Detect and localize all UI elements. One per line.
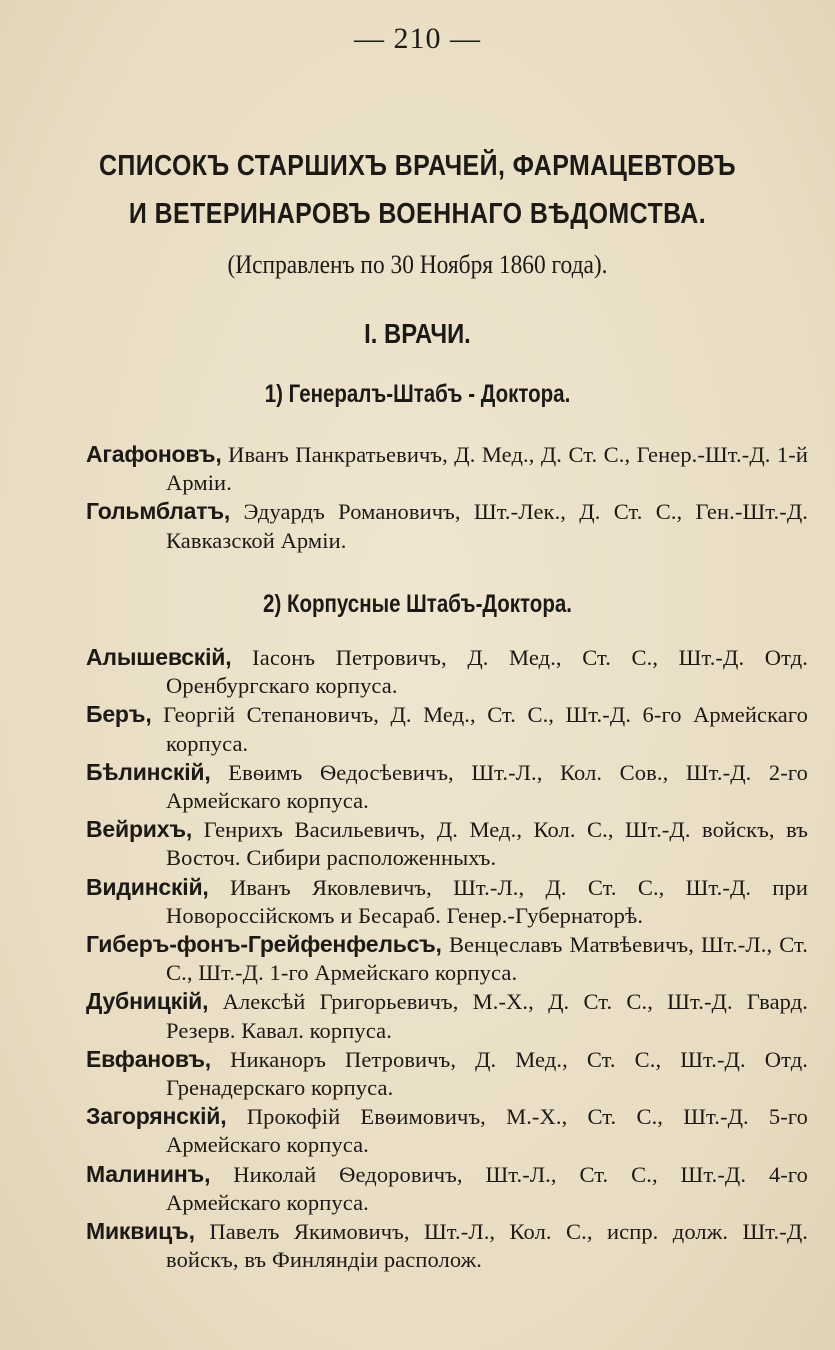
entry-details: Никаноръ Петровичъ, Д. Мед., Ст. С., Шт.-Д. Отд. Гренадерскаго корпуса. [166, 1046, 808, 1101]
entry-details: Эдуардъ Романовичъ, Шт.-Лек., Д. Ст. С., Ген.-Шт.-Д. Кавказской Арміи. [166, 499, 808, 553]
entry-details: Венцеславъ Матвѣевичъ, Шт.-Л., Ст. С., Шт.-Д. 1-го Армейскаго корпуса. [166, 932, 808, 986]
entry-surname: Евфановъ, [86, 1045, 211, 1072]
section-heading: I. ВРАЧИ. [364, 318, 471, 349]
list-item [86, 643, 808, 700]
list-item [86, 700, 808, 757]
entry-details: Прокофій Евѳимовичъ, М.-Х., Ст. С., Шт.-Д. 5-го Армейскаго корпуса. [166, 1104, 808, 1158]
page-title [58, 142, 776, 238]
entry-details: Іасонъ Петровичъ, Д. Мед., Ст. С., Шт.-Д. Отд. Оренбургскаго корпуса. [166, 645, 809, 699]
list-item [86, 1102, 808, 1159]
list-item [86, 930, 808, 987]
entry-surname: Вейрихъ, [86, 816, 193, 843]
entry-details: Генрихъ Васильевичъ, Д. Мед., Кол. С., Шт.-Д. войскъ, въ Восточ. Сибири расположенныхъ. [166, 817, 808, 871]
subtitle-date: (Исправленъ по 30 Ноября 1860 года). [227, 250, 608, 279]
list-item [86, 1045, 808, 1102]
entry-surname: Видинскій, [86, 873, 209, 900]
list-item [86, 815, 808, 872]
entry-surname: Агафоновъ, [86, 441, 222, 467]
entry-surname: Гиберъ-фонъ-Грейфенфельсъ, [86, 931, 442, 958]
entry-list [86, 440, 808, 555]
list-item [86, 440, 808, 497]
entry-surname: Загорянскій, [86, 1103, 227, 1130]
entry-surname: Беръ, [86, 701, 152, 728]
title-line-2: И ВЕТЕРИНАРОВЪ ВОЕННАГО ВѢДОМСТВА. [128, 198, 707, 230]
entry-details: Евѳимъ Ѳедосѣевичъ, Шт.-Л., Кол. Сов., Шт.-Д. 2-го Армейскаго корпуса. [166, 759, 808, 814]
entry-surname: Гольмблатъ, [86, 498, 231, 525]
list-item [86, 497, 808, 554]
entry-surname: Миквицъ, [86, 1218, 195, 1245]
entry-surname: Алышевскій, [86, 644, 232, 670]
entry-surname: Бѣлинскій, [86, 758, 211, 785]
subsection-heading: 2) Корпусные Штабъ-Доктора. [263, 590, 572, 618]
entry-details: Иванъ Панкратьевичъ, Д. Мед., Д. Ст. С., Генер.-Шт.-Д. 1-й Арміи. [166, 442, 809, 496]
list-item [86, 987, 808, 1044]
list-item [86, 1217, 808, 1274]
entry-details: Николай Ѳедоровичъ, Шт.-Л., Ст. С., Шт.-Д. 4-го Армейскаго корпуса. [166, 1161, 809, 1215]
entry-details: Алексѣй Григорьевичъ, М.-Х., Д. Ст. С., Шт.-Д. Гвард. Резерв. Кавал. корпуса. [166, 989, 809, 1043]
list-item [86, 758, 808, 815]
entry-details: Иванъ Яковлевичъ, Шт.-Л., Д. Ст. С., Шт.-Д. при Новороссійскомъ и Бесараб. Генер.-Губернаторѣ. [166, 874, 809, 928]
entry-details: Павелъ Якимовичъ, Шт.-Л., Кол. С., испр. долж. Шт.-Д. войскъ, въ Финляндіи располож. [166, 1219, 808, 1273]
subsection-heading: 1) Генералъ-Штабъ - Доктора. [264, 380, 571, 408]
title-line-1: СПИСОКЪ СТАРШИХЪ ВРАЧЕЙ, ФАРМАЦЕВТОВЪ [98, 150, 736, 182]
entry-list [86, 643, 808, 1274]
list-item [86, 873, 808, 930]
entry-details: Георгій Степановичъ, Д. Мед., Ст. С., Шт.-Д. 6-го Армейскаго корпуса. [163, 702, 808, 756]
entry-surname: Дубницкій, [86, 988, 209, 1015]
page-number: — 210 — [354, 22, 481, 55]
entry-surname: Малининъ, [86, 1160, 211, 1187]
list-item [86, 1160, 808, 1217]
